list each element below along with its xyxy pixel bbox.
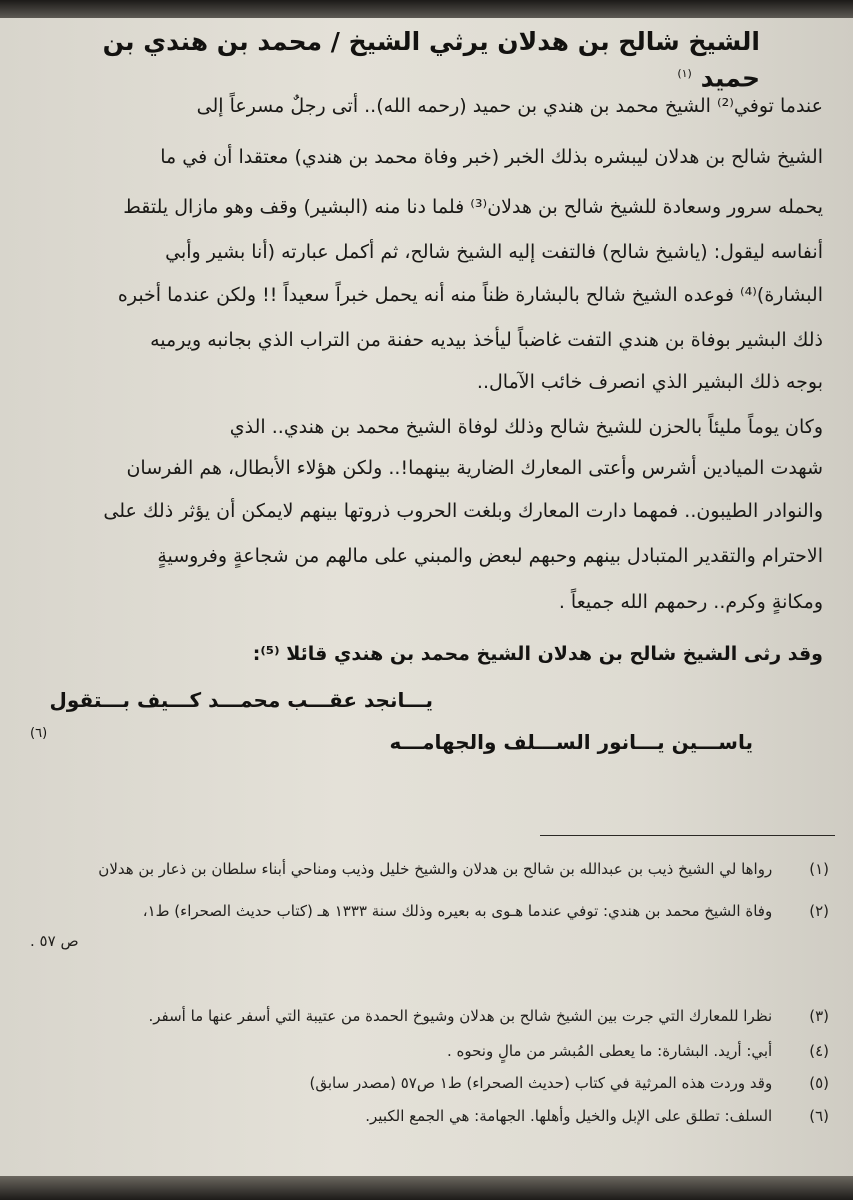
body-line-8: وكان يوماً مليئاً بالحزن للشيخ شالح وذلك لوفاة الشيخ محمد بن هندي.. الذي — [229, 416, 823, 438]
verse-line-1: يـــانجد عقـــب محمـــد كـــيف بـــتقول — [49, 688, 433, 712]
verse-line-2: ياســـين يـــانور الســـلف والجهامـــه — [389, 730, 753, 754]
body-line-6: ذلك البشير بوفاة بن هندي التفت غاضباً ليأخذ بيديه حفنة من التراب الذي بجانبه ويرميه — [150, 329, 823, 351]
title-footnote-ref: (١) — [677, 67, 692, 80]
footnote-1 — [98, 858, 829, 880]
body-line-9: شهدت الميادين أشرس وأعتى المعارك الضارية بينهما!.. ولكن هؤلاء الأبطال، هم الفرسان — [126, 457, 823, 479]
page-title — [100, 26, 760, 94]
footnote-6 — [365, 1105, 829, 1127]
body-line-2: الشيخ شالح بن هدلان ليبشره بذلك الخبر (خبر وفاة محمد بن هندي) معتقدا أن في ما — [160, 146, 823, 168]
footnote-6-number: (٦) — [809, 1107, 829, 1125]
footnote-5-number: (٥) — [809, 1074, 829, 1092]
footnote-5-text: وقد وردت هذه المرثية في كتاب (حديث الصحراء) ط١ ص٥٧ (مصدر سابق) — [309, 1074, 773, 1092]
poem-intro: وقد رثى الشيخ شالح بن هدلان الشيخ محمد بن هندي قائلا ⁽⁵⁾: — [252, 643, 823, 665]
footnote-4 — [447, 1040, 829, 1062]
footnote-3-text: نظرا للمعارك التي جرت بين الشيخ شالح بن هدلان وشيوخ الحمدة من عتيبة التي أسفر عنها ما أسفر. — [148, 1007, 773, 1025]
footnote-6-text: السلف: تطلق على الإبل والخيل وأهلها. الجهامة: هي الجمع الكبير. — [365, 1107, 773, 1125]
footnote-5 — [310, 1072, 829, 1094]
photo-top-edge — [0, 0, 853, 18]
body-line-12: ومكانةٍ وكرم.. رحمهم الله جميعاً . — [558, 591, 823, 613]
verse-footnote-ref: (٦) — [30, 726, 48, 741]
footnote-1-number: (١) — [809, 860, 829, 878]
footnote-3-number: (٣) — [809, 1007, 829, 1025]
title-text: الشيخ شالح بن هدلان يرثي الشيخ / محمد بن هندي بن حميد — [102, 27, 760, 93]
footnote-4-text: أبي: أريد. البشارة: ما يعطى المُبشر من مالٍ ونحوه . — [446, 1042, 773, 1060]
footnote-separator — [540, 835, 835, 836]
footnote-2-text: وفاة الشيخ محمد بن هندي: توفي عندما هـوى به بعيره وذلك سنة ١٣٣٣ هـ (كتاب حديث الصحراء) ط١، — [142, 902, 773, 920]
footnote-3 — [148, 1005, 829, 1027]
body-line-10: والنوادر الطيبون.. فمهما دارت المعارك وبلغت الحروب ذروتها بينهم لايمكن أن يؤثر ذلك على — [103, 500, 823, 522]
footnote-4-number: (٤) — [809, 1042, 829, 1060]
footnote-1-text: رواها لي الشيخ ذيب بن عبدالله بن شالح بن هدلان والشيخ خليل وذيب ومناحي أبناء سلطان بن ذعار بن هدلان — [98, 860, 773, 878]
photo-bottom-edge — [0, 1176, 853, 1200]
body-line-5: البشارة)⁽⁴⁾ فوعده الشيخ شالح بالبشارة ظناً منه أنه يحمل خبراً سعيداً !! ولكن عندما أخبره — [117, 284, 823, 306]
footnote-2-number: (٢) — [809, 902, 829, 920]
body-line-7: بوجه ذلك البشير الذي انصرف خائب الآمال.. — [476, 371, 823, 393]
footnote-2 — [143, 900, 829, 922]
body-line-4: أنفاسه ليقول: (ياشيخ شالح) فالتفت إليه الشيخ شالح، ثم أكمل عبارته (أنا بشير وأبي — [165, 241, 823, 263]
body-line-3: يحمله سرور وسعادة للشيخ شالح بن هدلان⁽³⁾ فلما دنا منه (البشير) وقف وهو مازال يلتقط — [123, 196, 823, 218]
footnote-2-continuation: ص ٥٧ . — [30, 932, 79, 950]
body-line-11: الاحترام والتقدير المتبادل بينهم وحبهم لبعض والمبني على مالهم من شجاعةٍ وفروسيةٍ — [157, 545, 823, 567]
body-line-1: عندما توفي⁽²⁾ الشيخ محمد بن هندي بن حميد (رحمه الله).. أتى رجلٌ مسرعاً إلى — [196, 95, 823, 117]
